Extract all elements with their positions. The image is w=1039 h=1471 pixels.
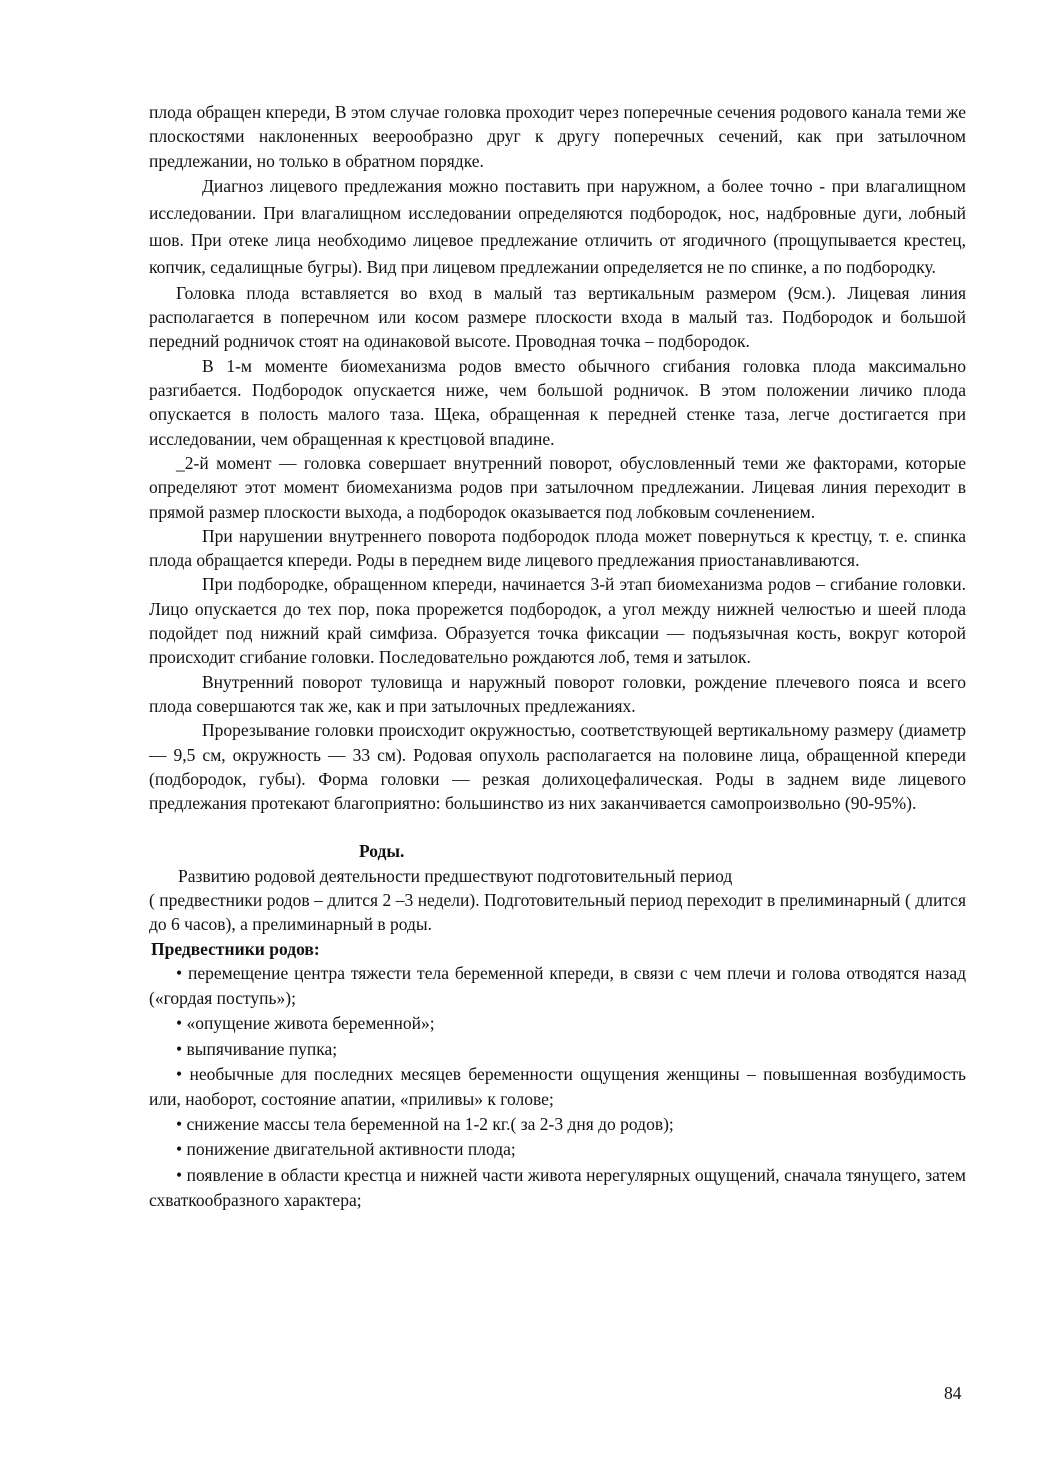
list-item: • выпячивание пупка; <box>176 1038 338 1059</box>
list-item: • снижение массы тела беременной на 1-2 кг.( за 2-3 дня до родов); <box>176 1114 674 1135</box>
list-item: • «опущение живота беременной»; <box>176 1013 435 1034</box>
list-item: • понижение двигательной активности плода; <box>176 1139 516 1160</box>
list-item: • перемещение центра тяжести тела беременной кпереди, в связи с чем плечи и голова отводятся назад («гордая поступь»); <box>149 962 966 1009</box>
subheading: Предвестники родов: <box>151 938 320 959</box>
section-heading: Роды. <box>359 841 405 862</box>
document-page <box>149 100 966 1213</box>
list-item: • появление в области крестца и нижней части живота нерегулярных ощущений, сначала тянущего, затем схваткообразного характера; <box>149 1164 966 1210</box>
paragraph: Внутренний поворот туловища и наружный поворот головки, рождение плечевого пояса и всего плода совершаются так же, как и при затылочных предлежаниях. <box>149 671 966 716</box>
paragraph: В 1-м моменте биомеханизма родов вместо обычного сгибания головка плода максимально разгибается. Подбородок опускается ниже, чем большой родничок. В этом положении личико плода опускается в полость малого таза. Щека, обращенная к передней стенке таза, легче достигается при исследовании, чем обращенная к крестцовой впадине. <box>149 355 966 449</box>
paragraph: плода обращен кпереди, В этом случае головка проходит через поперечные сечения родового канала теми же плоскостями наклоненных веерообразно друг к другу поперечных сечений, как при затылочном предлежании, но только в обратном порядке. <box>149 102 966 171</box>
paragraph: При нарушении внутреннего поворота подбородок плода может повернуться к крестцу, т. е. спинка плода обращается кпереди. Роды в переднем виде лицевого предлежания приостанавливаются. <box>149 525 966 571</box>
paragraph: Диагноз лицевого предлежания можно поставить при наружном, а более точно - при влагалищном исследовании. При влагалищном исследовании определяются подбородок, нос, надбровные дуги, лобный шов. При отеке лица необходимо лицевое предлежание отличить от ягодичного (прощупывается крестец, копчик, седалищные бугры). Вид при лицевом предлежании определяется не по спинке, а по подбородку. <box>149 175 966 277</box>
paragraph: Головка плода вставляется во вход в малый таз вертикальным размером (9см.). Лицевая линия располагается в поперечном или косом размере плоскости входа в малый таз. Подбородок и большой передний родничок стоят на одинаковой высоте. Проводная точка – подбородок. <box>149 282 966 352</box>
paragraph: Прорезывание головки происходит окружностью, соответствующей вертикальному размеру (диаметр — 9,5 см, окружность — 33 см). Родовая опухоль располагается на половине лица, обращенной кпереди (подбородок, губы). Форма головки — резкая долихоцефалическая. Роды в заднем виде лицевого предлежания протекают благоприятно: большинство из них заканчивается самопроизвольно (90-95%). <box>149 720 966 814</box>
intro-paragraph: ( предвестники родов – длится 2 –3 недели). Подготовительный период переходит в прелиминарный ( длится до 6 часов), а прелиминарный в роды. <box>149 890 966 935</box>
paragraph: При подбородке, обращенном кпереди, начинается 3-й этап биомеханизма родов – сгибание головки. Лицо опускается до тех пор, пока прорежется подбородок, а угол между нижней челюстью и шеей плода подойдет под нижний край симфиза. Образуется точка фиксации — подъязычная кость, вокруг которой происходит сгибание головки. Последовательно рождаются лоб, темя и затылок. <box>149 574 966 668</box>
intro-line: Развитию родовой деятельности предшествуют подготовительный период <box>178 865 733 886</box>
list-item: • необычные для последних месяцев беременности ощущения женщины – повышенная возбудимость или, наоборот, состояние апатии, «приливы» к голове; <box>149 1063 966 1109</box>
paragraph: _2-й момент — головка совершает внутренний поворот, обусловленный теми же факторами, которые определяют этот момент биомеханизма родов при затылочном предлежании. Лицевая линия переходит в прямой размер плоскости выхода, а подбородок оказывается под лобковым сочленением. <box>149 452 966 522</box>
page-number: 84 <box>944 1383 962 1403</box>
